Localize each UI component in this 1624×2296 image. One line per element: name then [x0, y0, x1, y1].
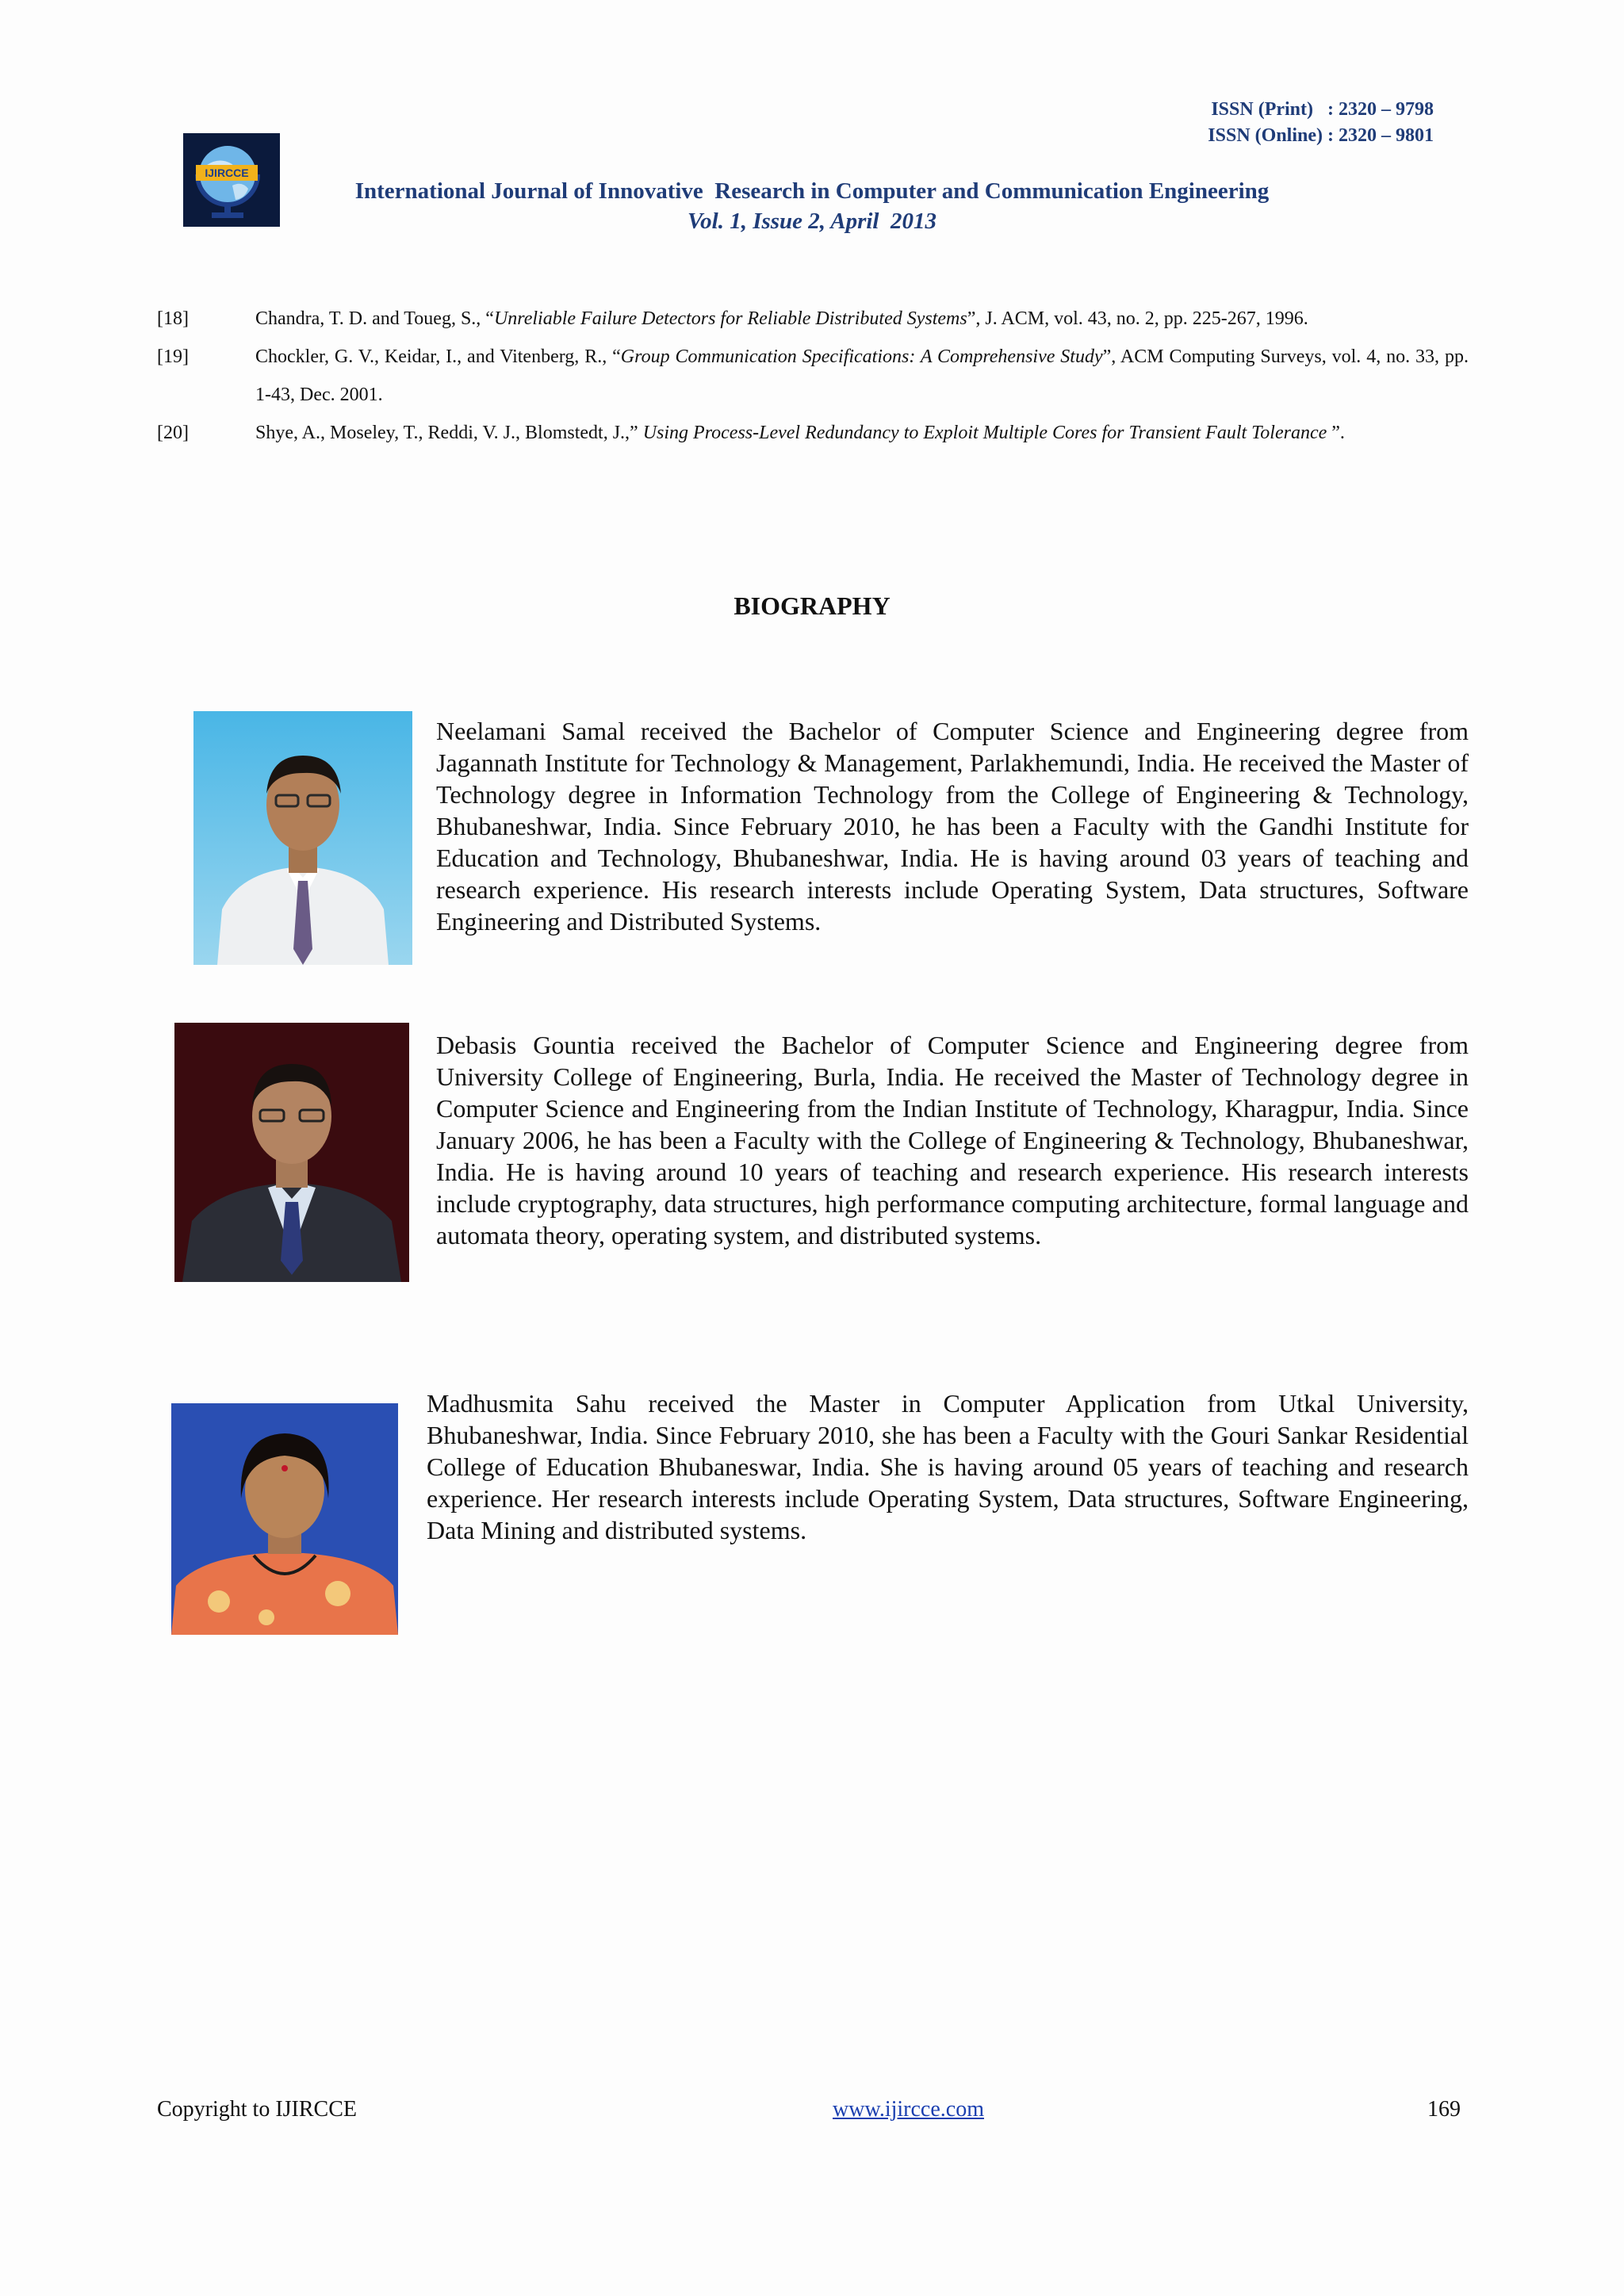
logo-text: IJIRCCE [205, 166, 249, 179]
biography-heading: BIOGRAPHY [733, 591, 891, 620]
reference-item [157, 338, 1469, 414]
issn-print: ISSN (Print) : 2320 – 9798 [1211, 99, 1434, 120]
journal-title: International Journal of Innovative Research in Computer and Communication Engineering [354, 178, 1270, 204]
issn-block [1208, 97, 1434, 149]
journal-volume: Vol. 1, Issue 2, April 2013 [688, 209, 936, 234]
author-photo [193, 711, 412, 965]
biography-text: Neelamani Samal received the Bachelor of Computer Science and Engineering degree from Jagannath Institute for Technology & Management, Parlakhemundi, India. He received the Master of Technology degree in Information Technology from the College of Engineering & Technology, Bhubaneshwar, India. Since February 2010, he has been a Faculty with the Gandhi Institute for Education and Technology, Bhubaneshwar, India. He is having around 03 years of teaching and research experience. His research interests include Operating System, Data structures, Software Engineering and Distributed Systems. [436, 717, 1469, 936]
issn-online: ISSN (Online) : 2320 – 9801 [1208, 125, 1434, 146]
reference-item [157, 300, 1469, 338]
author-photo [174, 1023, 409, 1282]
reference-text: Chockler, G. V., Keidar, I., and Vitenberg, R., “Group Communication Specifications: A Comprehensive Study”, ACM Computing Surveys, vol. 4, no. 33, pp. 1-43, Dec. 2001. [255, 346, 1469, 405]
author-photo [171, 1403, 398, 1635]
reference-list [157, 300, 1469, 452]
biography-text: Madhusmita Sahu received the Master in Computer Application from Utkal University, Bhubaneshwar, India. Since February 2010, she has been a Faculty with the Gouri Sankar Residential College of Education Bhubaneswar, India. She is having around 05 years of teaching and research experience. Her research interests include Operating System, Data structures, Software Engineering, Data Mining and distributed systems. [427, 1389, 1469, 1544]
reference-text: Chandra, T. D. and Toueg, S., “Unreliable Failure Detectors for Reliable Distributed Systems”, J. ACM, vol. 43, no. 2, pp. 225-267, 1996. [255, 308, 1308, 329]
footer-copyright: Copyright to IJIRCCE [157, 2097, 358, 2122]
page-number: 169 [1427, 2097, 1461, 2122]
reference-number: [20] [157, 423, 189, 443]
reference-number: [18] [157, 308, 189, 329]
reference-text: Shye, A., Moseley, T., Reddi, V. J., Blomstedt, J.,” Using Process-Level Redundancy to Exploit Multiple Cores for Transient Fault Tolerance ”. [255, 423, 1345, 443]
reference-number: [19] [157, 346, 189, 367]
reference-item [157, 414, 1469, 452]
journal-header [0, 176, 1624, 236]
biography-text: Debasis Gountia received the Bachelor of Computer Science and Engineering degree from University College of Engineering, Burla, India. He received the Master of Technology degree in Computer Science and Engineering from the Indian Institute of Technology, Kharagpur, India. Since January 2006, he has been a Faculty with the College of Engineering & Technology, Bhubaneshwar, India. He is having around 10 years of teaching and research experience. His research interests include cryptography, data structures, high performance computing architecture, formal language and automata theory, operating system, and distributed systems. [436, 1031, 1469, 1249]
footer-website-link[interactable]: www.ijircce.com [833, 2097, 984, 2122]
